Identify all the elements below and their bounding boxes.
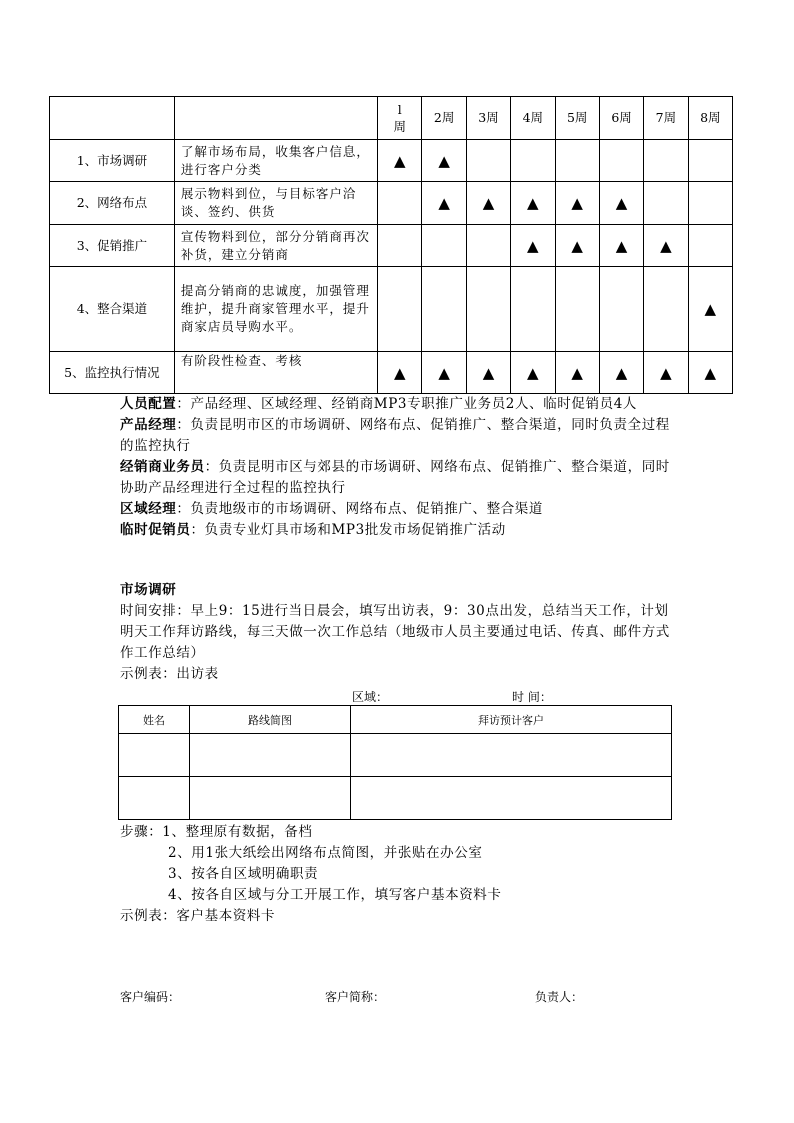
visit-header-clients: 拜访预计客户 — [351, 706, 672, 734]
steps-section — [120, 822, 680, 927]
week-mark — [378, 225, 422, 267]
temp-promoter-text: ：负责专业灯具市场和MP3批发市场促销推广活动 — [190, 522, 506, 538]
week-mark — [599, 140, 643, 182]
week-mark: ▲ — [378, 352, 422, 394]
week-mark — [511, 140, 555, 182]
visit-cell[interactable] — [119, 777, 190, 820]
research-section — [120, 580, 680, 685]
temp-promoter-paragraph — [120, 520, 680, 541]
visit-header-route: 路线简图 — [190, 706, 351, 734]
week-mark: ▲ — [688, 267, 732, 352]
staffing-text: ：产品经理、区域经理、经销商MP3专职推广业务员2人、临时促销员4人 — [176, 396, 637, 412]
visit-cell[interactable] — [190, 734, 351, 777]
visit-header-name: 姓名 — [119, 706, 190, 734]
week-mark — [466, 140, 510, 182]
week-mark: ▲ — [555, 182, 599, 225]
owner-label: 负责人： — [535, 990, 584, 1004]
week-mark: ▲ — [511, 225, 555, 267]
week-mark: ▲ — [466, 182, 510, 225]
schedule-row — [50, 267, 733, 352]
schedule-row — [50, 352, 733, 394]
task-description: 有阶段性检查、考核 — [174, 352, 377, 394]
week-mark — [644, 182, 688, 225]
week-mark: ▲ — [644, 225, 688, 267]
visit-table — [118, 705, 672, 820]
week-mark — [688, 140, 732, 182]
week-mark: ▲ — [422, 140, 466, 182]
research-heading: 市场调研 — [120, 582, 177, 598]
week-header: 4周 — [511, 97, 555, 140]
region-label: 区域： — [352, 690, 389, 704]
step-item: 步骤：1、整理原有数据，备档 — [120, 824, 313, 840]
task-description: 了解市场布局，收集客户信息，进行客户分类 — [174, 140, 377, 182]
week-mark — [555, 267, 599, 352]
task-name: 1、市场调研 — [50, 140, 175, 182]
week-mark: ▲ — [599, 182, 643, 225]
step-item: 3、按各自区域明确职责 — [168, 866, 319, 882]
visit-cell[interactable] — [119, 734, 190, 777]
week-mark — [466, 225, 510, 267]
visit-cell[interactable] — [190, 777, 351, 820]
temp-promoter-label: 临时促销员 — [120, 522, 191, 538]
regional-manager-label: 区域经理 — [120, 501, 177, 517]
staffing-label: 人员配置 — [120, 396, 177, 412]
week-mark: ▲ — [555, 225, 599, 267]
week-mark: ▲ — [466, 352, 510, 394]
week-mark: ▲ — [511, 182, 555, 225]
product-manager-label: 产品经理 — [120, 417, 177, 433]
visit-header-row — [119, 706, 672, 734]
week-mark: ▲ — [688, 352, 732, 394]
task-name: 2、网络布点 — [50, 182, 175, 225]
schedule-row — [50, 182, 733, 225]
regional-manager-text: ：负责地级市的市场调研、网络布点、促销推广、整合渠道 — [176, 501, 544, 517]
week-header: 3周 — [466, 97, 510, 140]
header-blank-desc — [174, 97, 377, 140]
dealer-staff-label: 经销商业务员 — [120, 459, 205, 475]
schedule-row — [50, 140, 733, 182]
step-item: 2、用1张大纸绘出网络布点简图，并张贴在办公室 — [168, 845, 483, 861]
task-description: 展示物料到位，与目标客户洽谈、签约、供货 — [174, 182, 377, 225]
product-manager-paragraph — [120, 415, 680, 457]
visit-row — [119, 734, 672, 777]
week-mark — [378, 182, 422, 225]
dealer-staff-paragraph — [120, 457, 680, 499]
visit-row — [119, 777, 672, 820]
week-mark — [422, 267, 466, 352]
regional-manager-paragraph — [120, 499, 680, 520]
week-mark: ▲ — [644, 352, 688, 394]
visit-cell[interactable] — [351, 734, 672, 777]
week-mark — [688, 182, 732, 225]
week-mark: ▲ — [422, 352, 466, 394]
visit-cell[interactable] — [351, 777, 672, 820]
week-mark — [422, 225, 466, 267]
week-header: 2周 — [422, 97, 466, 140]
week-mark — [644, 267, 688, 352]
staffing-paragraph — [120, 394, 680, 415]
task-name: 5、监控执行情况 — [50, 352, 175, 394]
week-mark — [555, 140, 599, 182]
week-mark — [511, 267, 555, 352]
week-header: l 周 — [378, 97, 422, 140]
example-visit-label: 示例表：出访表 — [120, 666, 219, 682]
task-name: 4、整合渠道 — [50, 267, 175, 352]
week-mark: ▲ — [599, 352, 643, 394]
week-mark: ▲ — [599, 225, 643, 267]
time-label: 时 间： — [512, 690, 552, 704]
week-mark — [378, 267, 422, 352]
task-name: 3、促销推广 — [50, 225, 175, 267]
week-mark — [644, 140, 688, 182]
staffing-section — [120, 394, 680, 541]
week-header: 5周 — [555, 97, 599, 140]
task-description: 提高分销商的忠诚度，加强管理维护，提升商家管理水平，提升商家店员导购水平。 — [174, 267, 377, 352]
week-header: 7周 — [644, 97, 688, 140]
week-mark: ▲ — [378, 140, 422, 182]
week-mark — [599, 267, 643, 352]
week-mark — [688, 225, 732, 267]
step-item: 4、按各自区域与分工开展工作，填写客户基本资料卡 — [168, 887, 502, 903]
customer-code-label: 客户编码： — [120, 990, 181, 1004]
example-card-label: 示例表：客户基本资料卡 — [120, 908, 276, 924]
schedule-table — [49, 96, 733, 394]
week-mark: ▲ — [555, 352, 599, 394]
dealer-staff-text: ：负责昆明市区与郊县的市场调研、网络布点、促销推广、整合渠道，同时协助产品经理进行全过程的监控执行 — [120, 459, 670, 496]
week-header: 8周 — [688, 97, 732, 140]
time-arrangement: 时间安排：早上9：15进行当日晨会，填写出访表，9：30点出发，总结当天工作，计划明天工作拜访路线，每三天做一次工作总结（地级市人员主要通过电话、传真、邮件方式作工作总结） — [120, 603, 670, 661]
week-header: 6周 — [599, 97, 643, 140]
week-mark: ▲ — [511, 352, 555, 394]
task-description: 宣传物料到位，部分分销商再次补货，建立分销商 — [174, 225, 377, 267]
schedule-header-row — [50, 97, 733, 140]
customer-short-label: 客户简称： — [325, 990, 386, 1004]
week-mark — [466, 267, 510, 352]
header-blank-task — [50, 97, 175, 140]
product-manager-text: ：负责昆明市区的市场调研、网络布点、促销推广、整合渠道，同时负责全过程的监控执行 — [120, 417, 670, 454]
week-mark: ▲ — [422, 182, 466, 225]
schedule-row — [50, 225, 733, 267]
